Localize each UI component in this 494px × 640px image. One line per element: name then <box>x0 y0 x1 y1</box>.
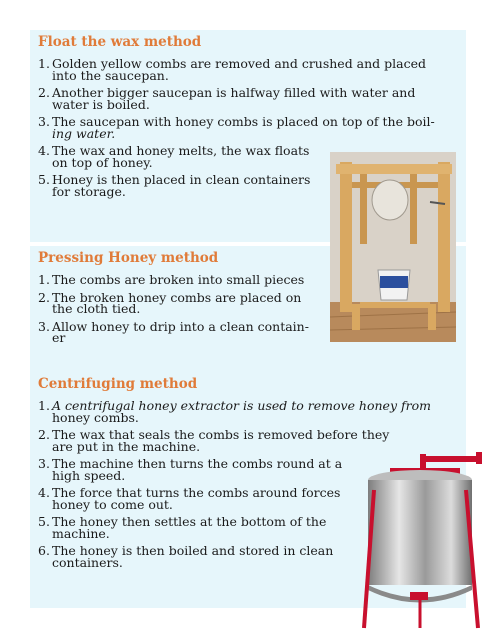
list-item: 1. A centrifugal honey extractor is used to remove honey from honey combs. <box>38 398 431 425</box>
list-item: 2. Another bigger saucepan is halfway filled with water and water is boiled. <box>38 85 416 112</box>
list-item: 2. The wax that seals the combs is removed before they are put in the machine. <box>38 427 390 454</box>
section-heading: Centrifuging method <box>38 376 198 392</box>
list-item: 5. The honey then settles at the bottom of the machine. <box>38 514 327 541</box>
centrifugal-honey-extractor-photo <box>360 450 490 630</box>
list-item: 1. Golden yellow combs are removed and crushed and placed into the saucepan. <box>38 56 427 83</box>
list-item: 3. The machine then turns the combs round at a high speed. <box>38 456 343 483</box>
list-item: 5. Honey is then placed in clean containers for storage. <box>38 172 311 199</box>
section-heading: Pressing Honey method <box>38 250 219 266</box>
list-item: 1. The combs are broken into small pieces <box>38 272 305 287</box>
list-item: 2. The broken honey combs are placed on the cloth tied. <box>38 289 302 316</box>
list-item: 3. The saucepan with honey combs is placed on top of the boil- ing water. <box>38 114 435 141</box>
section-heading: Float the wax method <box>38 34 202 50</box>
list-item: 4. The wax and honey melts, the wax floats on top of honey. <box>38 143 310 170</box>
wooden-honey-press-photo <box>330 152 456 342</box>
list-item: 6. The honey is then boiled and stored in clean containers. <box>38 543 334 570</box>
list-item: 3. Allow honey to drip into a clean contain- er <box>38 318 309 345</box>
list-item: 4. The force that turns the combs around forces honey to come out. <box>38 485 341 512</box>
